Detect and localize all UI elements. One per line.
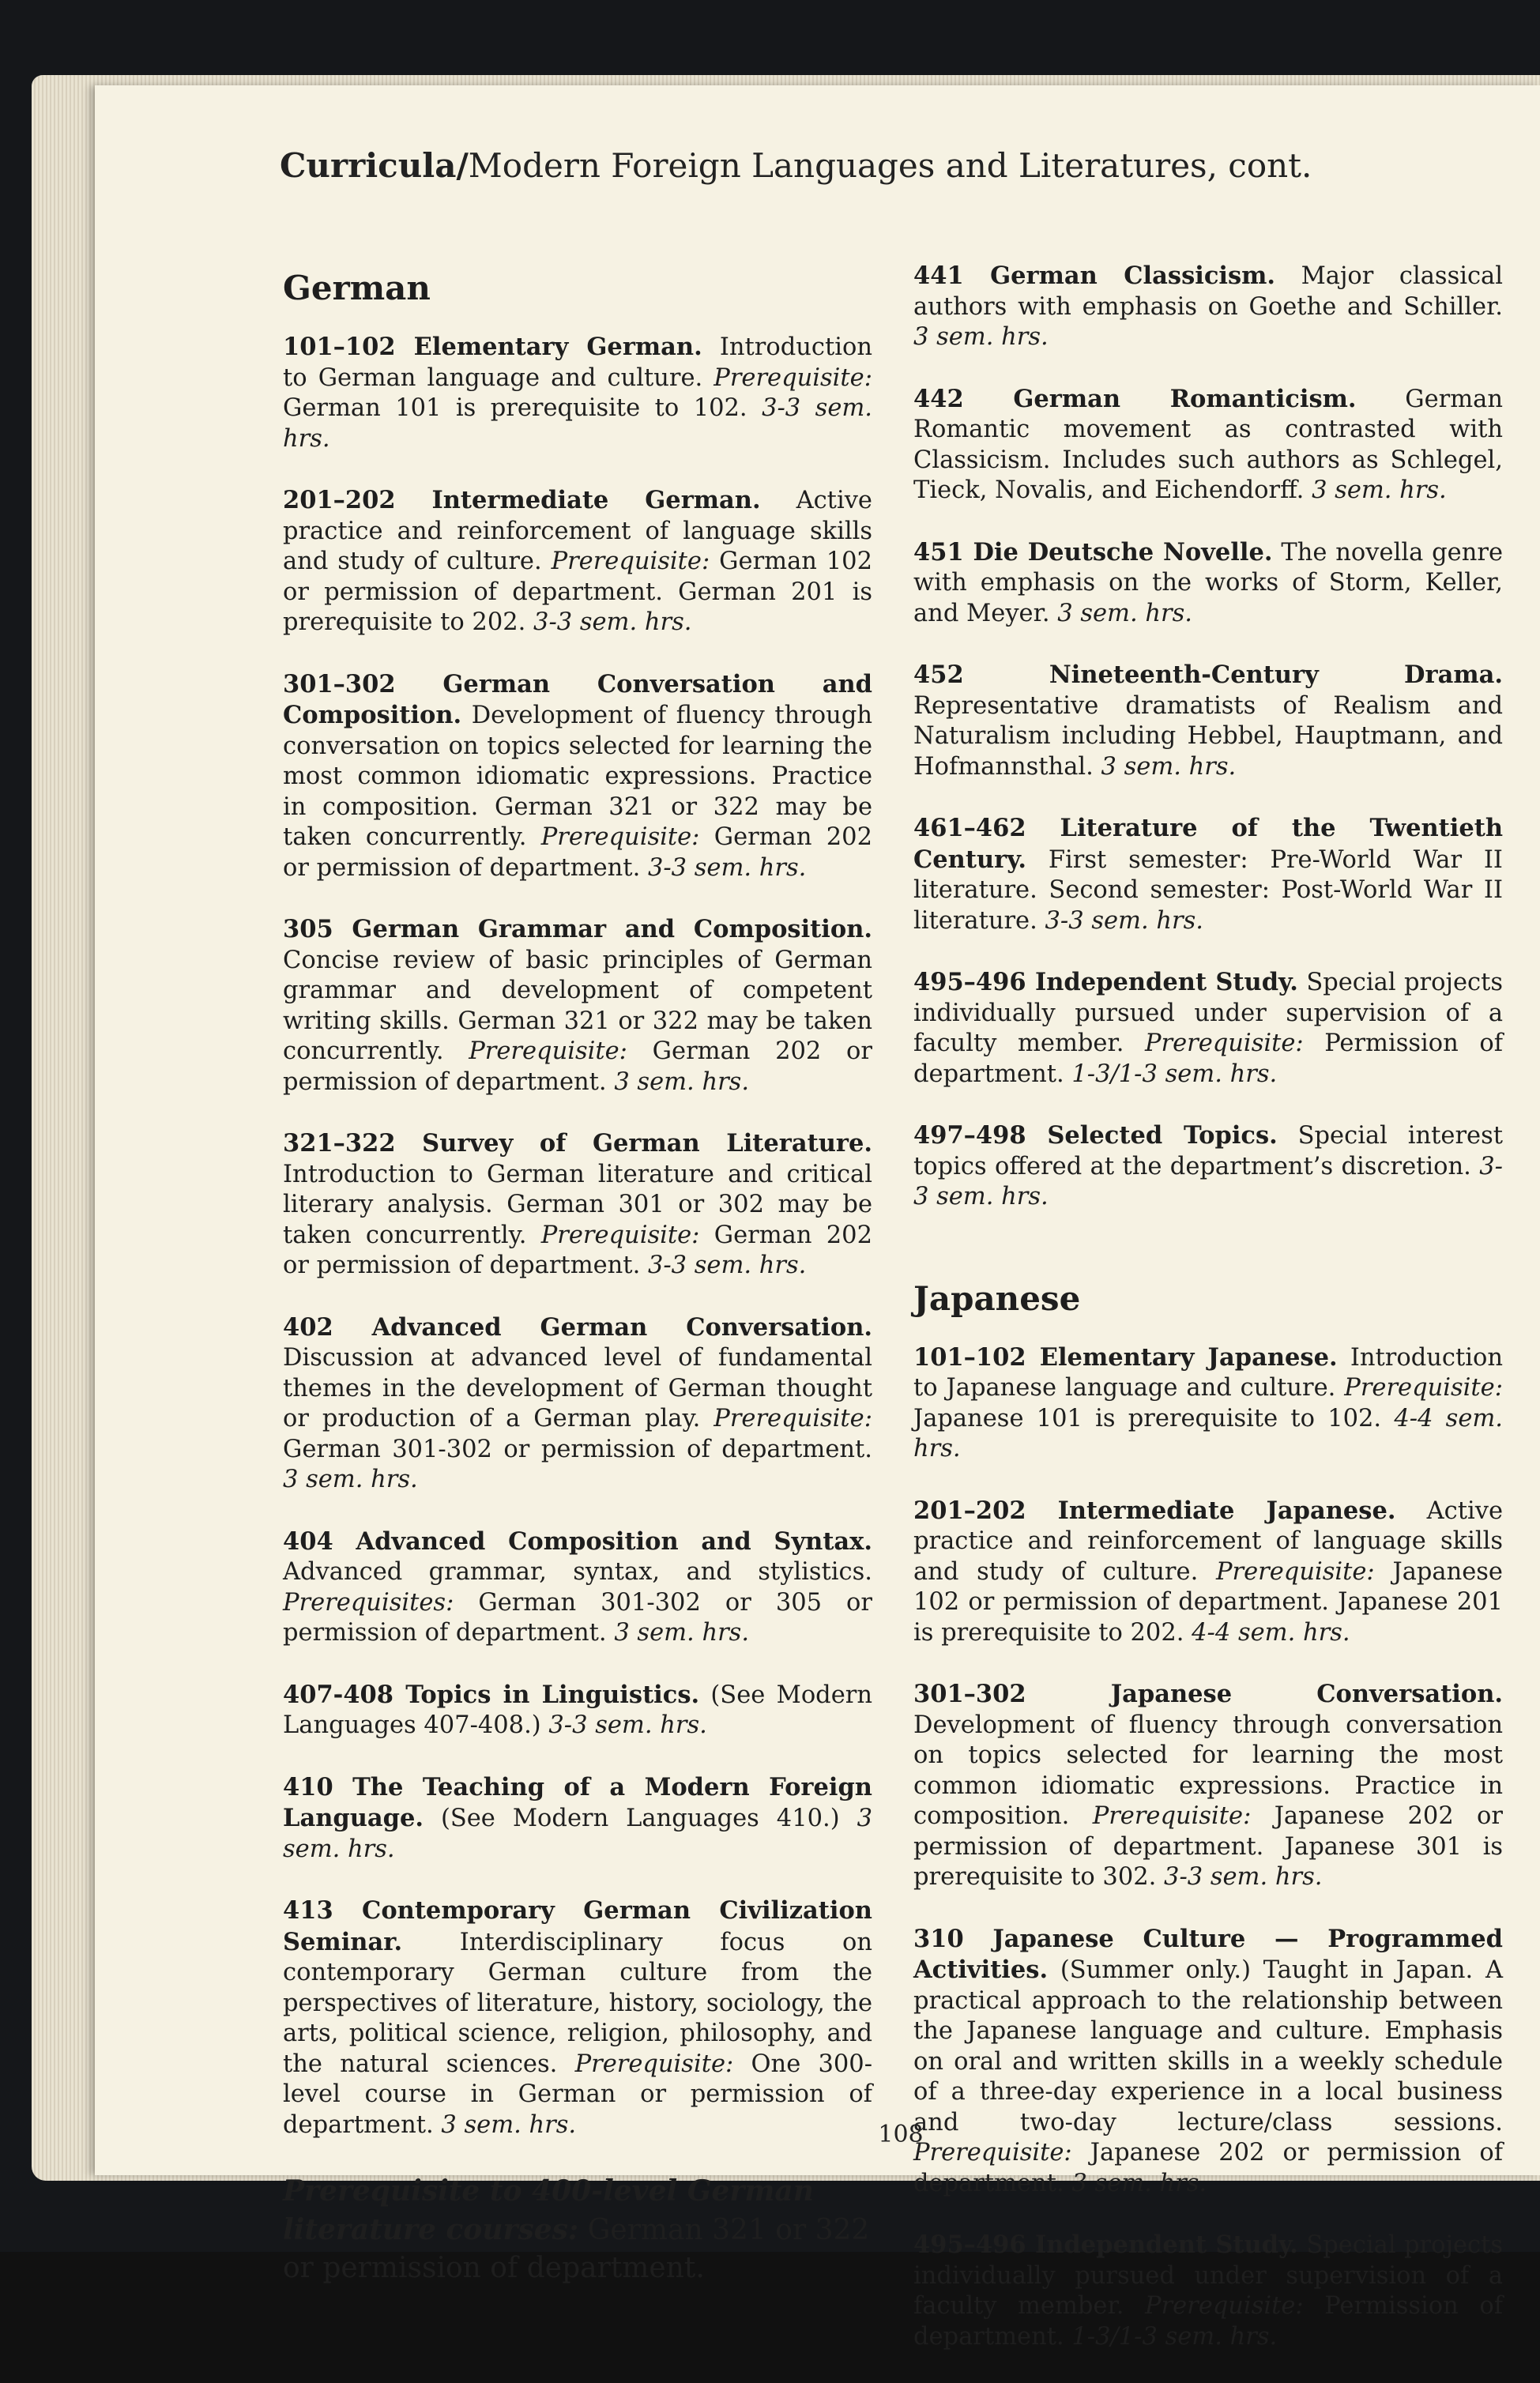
prerequisite-label: Prerequisite:: [1344, 1374, 1503, 1402]
german-prerequisite-note: [283, 2172, 872, 2287]
course-description: Active practice and reinforcement of language skills and study of culture.: [283, 487, 872, 575]
prerequisite-text: Permission of department.: [913, 1030, 1504, 1088]
course-entry: [913, 1342, 1503, 1465]
course-title: 201–202 Intermediate Japanese.: [913, 1496, 1396, 1525]
prerequisite-label: Prerequisite:: [551, 548, 710, 575]
prerequisite-label: Prerequisite:: [1092, 1802, 1252, 1830]
course-description: (See Modern Languages 407-408.): [283, 1681, 872, 1739]
credit-hours: 3 sem. hrs.: [614, 1619, 750, 1647]
course-description: The novella genre with emphasis on the works of Storm, Keller, and Meyer.: [913, 538, 1503, 627]
course-description: Special projects individually pursued under supervision of a faculty member.: [913, 2231, 1503, 2320]
course-title: 101–102 Elementary German.: [283, 333, 702, 361]
course-description: Development of fluency through conversation on topics selected for learning the most common idiomatic expressions. Practice in composition. German 321 or 322 may be taken concurrently.: [283, 702, 872, 851]
course-description: Advanced grammar, syntax, and stylistics.: [283, 1558, 872, 1586]
prerequisite-text: German 202 or permission of department.: [283, 823, 872, 882]
prerequisite-label: Prerequisite:: [1144, 1030, 1304, 1057]
prerequisite-label: Prerequisite:: [574, 2050, 734, 2078]
course-entry: [913, 967, 1503, 1090]
course-entry: [283, 1312, 872, 1496]
course-entry: [913, 261, 1503, 353]
credit-hours: 3 sem. hrs.: [441, 2110, 577, 2139]
course-entry: [913, 813, 1503, 936]
left-column: [283, 261, 872, 2287]
course-entry: [913, 660, 1503, 782]
prerequisite-label: Prerequisite:: [913, 2139, 1072, 2167]
credit-hours: 1-3/1-3 sem. hrs.: [1071, 2322, 1278, 2351]
course-title: 413 Contemporary German Civilization Seminar.: [283, 1896, 872, 1956]
credit-hours: 1-3/1-3 sem. hrs.: [1071, 1060, 1278, 1088]
page-number: 108: [878, 2121, 924, 2148]
course-title: 321–322 Survey of German Literature.: [283, 1129, 872, 1158]
prerequisite-label: Prerequisite:: [540, 1221, 700, 1249]
course-entry: [283, 914, 872, 1097]
course-title: 310 Japanese Culture — Programmed Activities.: [913, 1924, 1503, 1984]
course-title: 495–496 Independent Study.: [913, 968, 1298, 996]
course-title: 407-408 Topics in Linguistics.: [283, 1680, 700, 1709]
course-title: 404 Advanced Composition and Syntax.: [283, 1527, 872, 1556]
prerequisite-label: Prerequisite:: [714, 1405, 872, 1432]
course-title: 305 German Grammar and Composition.: [283, 915, 872, 943]
course-title: 461–462 Literature of the Twentieth Century.: [913, 814, 1503, 874]
course-description: Special projects individually pursued under supervision of a faculty member.: [913, 969, 1503, 1057]
course-entry: [913, 1679, 1503, 1893]
german-advanced-course-list: [913, 261, 1503, 1213]
note-text: German 321 or 322 or permission of department.: [283, 2214, 870, 2284]
prerequisite-text: German 301-302 or permission of department.: [283, 1435, 872, 1463]
course-description: First semester: Pre-World War II literature. Second semester: Post-World War II literature.: [913, 845, 1503, 935]
course-entry: [283, 1128, 872, 1282]
prerequisite-text: German 301-302 or 305 or permission of department.: [283, 1588, 872, 1647]
page-header: [280, 146, 1465, 186]
prerequisite-label: Prerequisite:: [540, 823, 700, 851]
prerequisite-text: German 202 or permission of department.: [283, 1037, 872, 1096]
course-description: (Summer only.) Taught in Japan. A practical approach to the relationship between the Japanese language and culture. Emphasis on oral and written skills in a weekly schedule of a three-day experience in a local business and two-day lecture/class sessions.: [913, 1956, 1503, 2136]
course-title: 451 Die Deutsche Novelle.: [913, 537, 1273, 567]
course-description: Introduction to German literature and critical literary analysis. German 301 or 302 may be taken concurrently.: [283, 1160, 872, 1249]
course-entry: [283, 1680, 872, 1741]
header-section-label: Curricula/: [280, 146, 469, 185]
course-entry: [283, 332, 872, 454]
japanese-course-list: [913, 1342, 1503, 2353]
prerequisite-label: Prerequisite:: [1144, 2292, 1304, 2320]
course-description: Discussion at advanced level of fundamental themes in the development of German thought or production of a German play.: [283, 1344, 872, 1432]
course-entry: [913, 1924, 1503, 2200]
prerequisite-text: One 300-level course in German or permission of department.: [283, 2050, 873, 2139]
right-column: [913, 261, 1503, 2383]
prerequisite-text: German 202 or permission of department.: [283, 1221, 872, 1279]
course-description: Active practice and reinforcement of language skills and study of culture.: [913, 1496, 1503, 1586]
prerequisite-label: Prerequisite:: [1216, 1557, 1375, 1586]
credit-hours: 3-3 sem. hrs.: [1164, 1863, 1323, 1891]
course-description: Major classical authors with emphasis on Goethe and Schiller.: [913, 262, 1503, 321]
prerequisite-label: Prerequisite:: [714, 363, 872, 392]
course-title: 301–302 Japanese Conversation.: [913, 1680, 1503, 1708]
course-entry: [913, 384, 1503, 506]
course-title: 495–496 Independent Study.: [913, 2231, 1298, 2259]
course-title: 452 Nineteenth-Century Drama.: [913, 661, 1503, 689]
course-description: German Romantic movement as contrasted with Classicism. Includes such authors as Schlegel, Tieck, Novalis, and Eichendorff.: [913, 385, 1503, 504]
prerequisite-text: German 102 or permission of department. German 201 is prerequisite to 202.: [283, 548, 872, 636]
course-entry: [283, 1527, 872, 1649]
course-title: 441 German Classicism.: [913, 262, 1276, 290]
course-title: 402 Advanced German Conversation.: [283, 1312, 872, 1342]
credit-hours: 3 sem. hrs.: [1071, 2169, 1207, 2197]
german-course-list: [283, 332, 872, 2140]
credit-hours: 3-3 sem. hrs.: [1045, 906, 1203, 935]
credit-hours: 3-3 sem. hrs.: [647, 853, 807, 882]
course-title: 101–102 Elementary Japanese.: [913, 1342, 1338, 1372]
japanese-heading: Japanese: [913, 1278, 1081, 1318]
credit-hours: 4-4 sem. hrs.: [1192, 1618, 1350, 1647]
course-description: Introduction to German language and culture.: [283, 333, 872, 392]
course-title: 410 The Teaching of a Modern Foreign Language.: [283, 1772, 872, 1832]
course-title: 201–202 Intermediate German.: [283, 486, 761, 514]
prerequisite-text: Japanese 101 is prerequisite to 102.: [913, 1404, 1382, 1432]
course-entry: [913, 1120, 1503, 1213]
header-subtitle: Modern Foreign Languages and Literatures, cont.: [468, 146, 1312, 185]
prerequisite-label: Prerequisite:: [469, 1037, 627, 1065]
credit-hours: 3-3 sem. hrs.: [283, 394, 872, 453]
course-entry: [283, 1895, 872, 2140]
german-heading: German: [283, 269, 431, 307]
prerequisite-text: German 101 is prerequisite to 102.: [283, 394, 747, 422]
note-lead: Prerequisite to 400-level German literature courses:: [283, 2174, 814, 2246]
course-description: Development of fluency through conversation on topics selected for learning the most common idiomatic expressions. Practice in composition.: [913, 1711, 1503, 1830]
course-title: 497–498 Selected Topics.: [913, 1121, 1278, 1150]
credit-hours: 3 sem. hrs.: [614, 1067, 750, 1096]
prerequisite-text: Japanese 102 or permission of department. Japanese 201 is prerequisite to 202.: [913, 1557, 1503, 1647]
credit-hours: 3-3 sem. hrs.: [647, 1252, 807, 1279]
prerequisite-text: Japanese 202 or permission of department. Japanese 301 is prerequisite to 302.: [913, 1802, 1503, 1891]
credit-hours: 4-4 sem. hrs.: [913, 1404, 1504, 1463]
credit-hours: 3 sem. hrs.: [1101, 752, 1237, 781]
course-title: 442 German Romanticism.: [913, 384, 1357, 413]
credit-hours: 3 sem. hrs.: [283, 1805, 872, 1863]
credit-hours: 3-3 sem. hrs.: [913, 1152, 1503, 1210]
credit-hours: 3-3 sem. hrs.: [548, 1711, 707, 1739]
course-entry: [283, 1772, 872, 1865]
course-title: 301–302 German Conversation and Composition.: [283, 669, 872, 729]
course-description: Representative dramatists of Realism and Naturalism including Hebbel, Hauptmann, and Hofmannsthal.: [913, 691, 1503, 781]
prerequisite-text: Permission of department.: [913, 2292, 1504, 2351]
course-description: Interdisciplinary focus on contemporary German culture from the perspectives of literature, history, sociology, the arts, political science, religion, philosophy, and the natural sciences.: [283, 1928, 872, 2078]
course-entry: [283, 485, 872, 638]
prerequisite-label: Prerequisites:: [283, 1588, 454, 1617]
course-entry: [913, 1496, 1503, 1649]
credit-hours: 3 sem. hrs.: [283, 1466, 418, 1493]
credit-hours: 3-3 sem. hrs.: [533, 608, 692, 636]
course-entry: [913, 537, 1503, 630]
course-description: (See Modern Languages 410.): [440, 1805, 840, 1832]
credit-hours: 3 sem. hrs.: [913, 323, 1049, 351]
course-entry: [283, 669, 872, 884]
course-description: Concise review of basic principles of German grammar and development of competent writing skills. German 321 or 322 may be taken concurrently.: [283, 946, 872, 1065]
course-entry: [913, 2230, 1503, 2352]
course-description: Special interest topics offered at the department’s discretion.: [913, 1122, 1503, 1180]
credit-hours: 3 sem. hrs.: [1057, 599, 1192, 627]
prerequisite-text: Japanese 202 or permission of department.: [913, 2139, 1503, 2197]
course-description: Introduction to Japanese language and culture.: [913, 1343, 1503, 1402]
credit-hours: 3 sem. hrs.: [1312, 476, 1447, 504]
